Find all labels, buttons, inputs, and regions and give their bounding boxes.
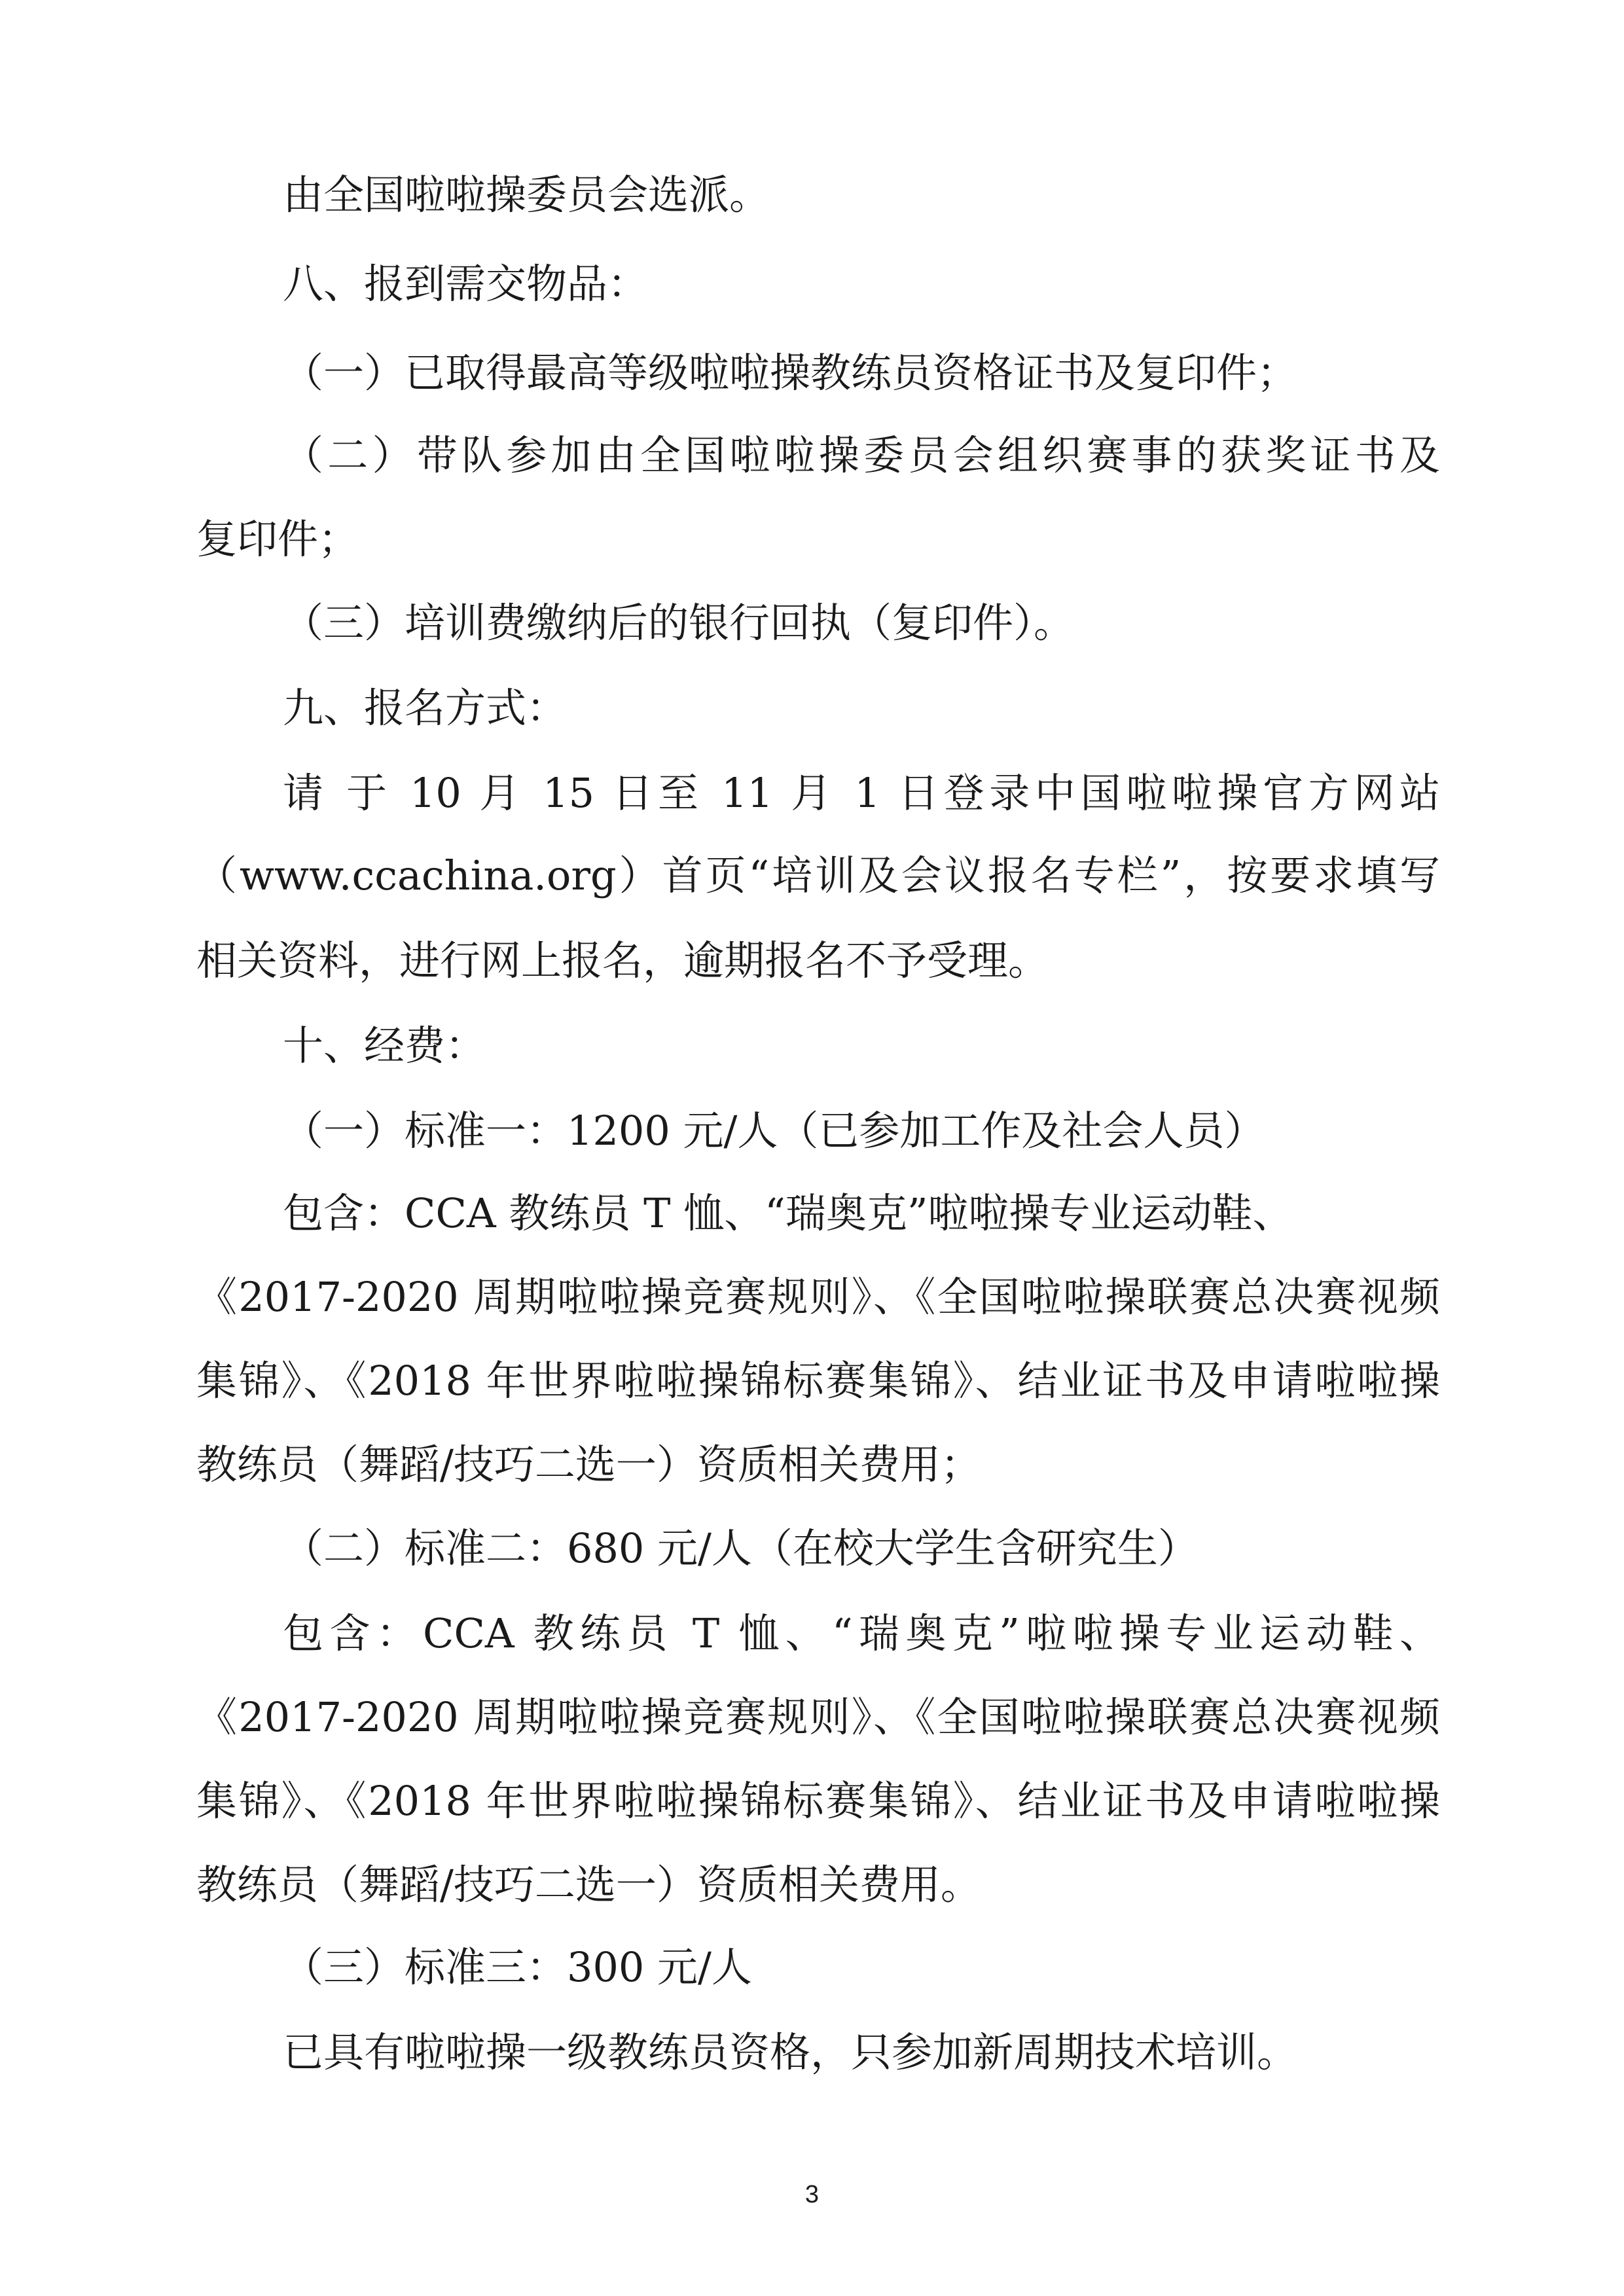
section-heading: 九、报名方式： bbox=[283, 684, 568, 732]
text-line: （一）标准一：1200 元/人（已参加工作及社会人员） bbox=[283, 1107, 1265, 1155]
text-line: （二）标准二：680 元/人（在校大学生含研究生） bbox=[283, 1524, 1199, 1572]
text-line: 已具有啦啦操一级教练员资格，只参加新周期技术培训。 bbox=[283, 2028, 1298, 2076]
text-line: 包含：CCA 教练员 T 恤、“瑞奥克”啦啦操专业运动鞋、 bbox=[283, 1609, 1440, 1657]
text-line: 教练员（舞蹈/技巧二选一）资质相关费用； bbox=[196, 1441, 981, 1488]
section-heading: 十、经费： bbox=[283, 1022, 486, 1069]
text-line: 《2017-2020 周期啦啦操竞赛规则》、《全国啦啦操联赛总决赛视频 bbox=[196, 1693, 1440, 1741]
text-line: （www.ccachina.org）首页“培训及会议报名专栏”，按要求填写 bbox=[196, 852, 1440, 899]
text-line: 相关资料，进行网上报名，逾期报名不予受理。 bbox=[196, 937, 1049, 984]
page-number: 3 bbox=[804, 2181, 820, 2208]
text-line: 《2017-2020 周期啦啦操竞赛规则》、《全国啦啦操联赛总决赛视频 bbox=[196, 1273, 1440, 1321]
text-line: （三）标准三：300 元/人 bbox=[283, 1943, 752, 1991]
text-line: 由全国啦啦操委员会选派。 bbox=[283, 171, 770, 219]
text-line: （三）培训费缴纳后的银行回执（复印件）。 bbox=[283, 599, 1075, 647]
section-heading: 八、报到需交物品： bbox=[283, 260, 649, 308]
text-line: 复印件； bbox=[196, 515, 359, 563]
text-line: （二）带队参加由全国啦啦操委员会组织赛事的获奖证书及 bbox=[283, 431, 1440, 479]
text-line: 包含：CCA 教练员 T 恤、“瑞奥克”啦啦操专业运动鞋、 bbox=[283, 1189, 1293, 1237]
text-line: 请 于 10 月 15 日至 11 月 1 日登录中国啦啦操官方网站 bbox=[283, 769, 1440, 817]
text-line: 教练员（舞蹈/技巧二选一）资质相关费用。 bbox=[196, 1861, 981, 1909]
text-line: （一）已取得最高等级啦啦操教练员资格证书及复印件； bbox=[283, 349, 1298, 397]
text-line: 集锦》、《2018 年世界啦啦操锦标赛集锦》、结业证书及申请啦啦操 bbox=[196, 1777, 1440, 1825]
text-line: 集锦》、《2018 年世界啦啦操锦标赛集锦》、结业证书及申请啦啦操 bbox=[196, 1357, 1440, 1405]
